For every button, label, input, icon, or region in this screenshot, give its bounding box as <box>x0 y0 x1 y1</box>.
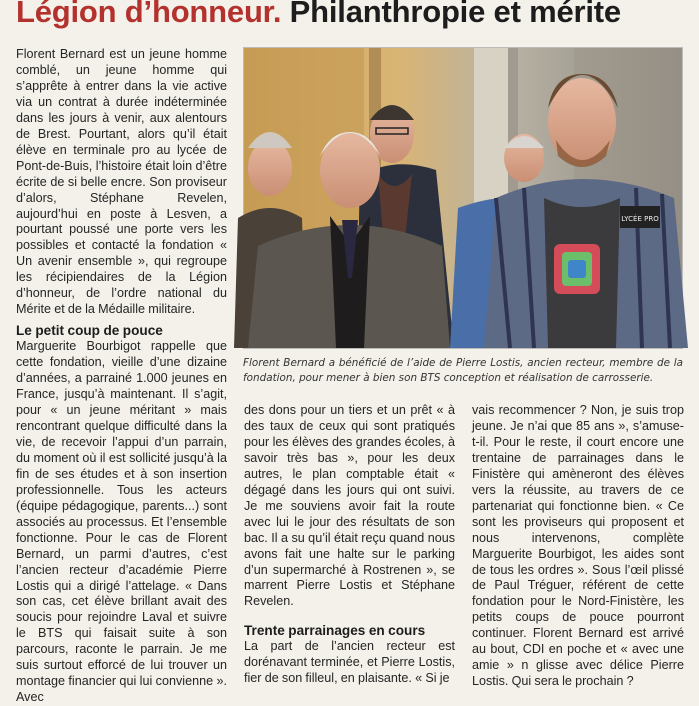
article-paragraph: Marguerite Bourbigot rappelle que cette fondation, vieille d’une dizaine d’années, a parrainé 1.000 jeunes en France, jusqu’à maintenant. Il s’agit, pour « un jeune méritant » mais rencontrant quelque difficulté dans la vie, de recevoir l’appui d’un parrain, du moment où il est sollicité jusqu’à la fin de ses études et à son insertion professionnelle. Tous les acteurs (équipe pédagogique, parents...) sont associés au processus. Et l’ensemble fonctionne. Pour le cas de Florent Bernard, un parmi d’autres, c’est l’ancien recteur d’académie Pierre Lostis qui a dirigé l’attelage. « Dans son cas, cet élève brillant avait des soucis pour rejoindre Laval et suivre le BTS qui faisait suite à son parcours, raconte le parrain. Je me suis surtout efforcé de lui trouver un montage financier qui lui convienne ». Avec <box>16 339 227 705</box>
article-column-2 <box>244 403 455 686</box>
article-paragraph: Florent Bernard est un jeune homme comblé, un jeune homme qui s’apprête à entrer dans la vie active via un contrat à durée indéterminée dans les jours à venir, aux alentours de Brest. Pourtant, alors qu’il était élève en terminale pro au lycée de Pont-de-Buis, l’histoire était loin d’être écrite de si belle encre. Son proviseur d’alors, Stéphane Revelen, aujourd’hui en poste à Lesven, a pourtant poussé une porte vers les possibles et contacté la fondation « Un avenir ensemble », qui regroupe les récipiendaires de la Légion d’honneur, de l’ordre national du Mérite et de la Médaille militaire. <box>16 47 227 317</box>
headline <box>16 0 696 32</box>
headline-kicker: Légion d’honneur. <box>16 0 282 29</box>
headline-title: Philanthropie et mérite <box>289 0 621 29</box>
article-paragraph: vais recommencer ? Non, je suis trop jeune. Je n’ai que 85 ans », s’amuse-t-il. Pour le reste, il court encore une trentaine de parrainages dans le Finistère qui amèneront des élèves vers la réussite, au travers de ce partenariat qui fonctionne bien. « Ce sont les proviseurs qui proposent et nous intervenons, complète Marguerite Bourbigot, les aides sont de tous les ordres ». Sous l’œil plissé de Paul Tréguer, référent de cette fondation pour le Nord-Finistère, les petits coups de pouce pourront continuer. Florent Bernard est arrivé au bout, CDI en poche et « avec une amie » n glisse avec délice Pierre Lostis. Qui sera le prochain ? <box>472 403 684 689</box>
photo-caption: Florent Bernard a bénéficié de l’aide de Pierre Lostis, ancien recteur, membre de la fondation, pour mener à bien son BTS conception et réalisation de carrosserie. <box>243 357 683 384</box>
article-column-3 <box>472 403 684 689</box>
article-column-1 <box>16 47 227 705</box>
subheading: Le petit coup de pouce <box>16 323 163 339</box>
subheading: Trente parrainages en cours <box>244 623 426 639</box>
article-photo <box>243 47 683 349</box>
shirt-badge-text: LYCÉE PRO <box>621 215 659 223</box>
article-paragraph: des dons pour un tiers et un prêt « à des taux de ceux qui sont pratiqués pour les élèves des grandes écoles, à savoir très bas », pour les deux autres, le plan comptable était « dégagé dans les jours qui ont suivi. Je me souviens avoir fait la route avec lui le jour des résultats de son bac. Il a su qu’il était reçu quand nous avons fait une halte sur le parking d’un supermarché à Rostrenen », se marrent Pierre Lostis et Stéphane Revelen. <box>244 403 455 609</box>
article-paragraph: La part de l’ancien recteur est dorénavant terminée, et Pierre Lostis, fier de son filleul, en plaisante. « Si je <box>244 639 455 686</box>
